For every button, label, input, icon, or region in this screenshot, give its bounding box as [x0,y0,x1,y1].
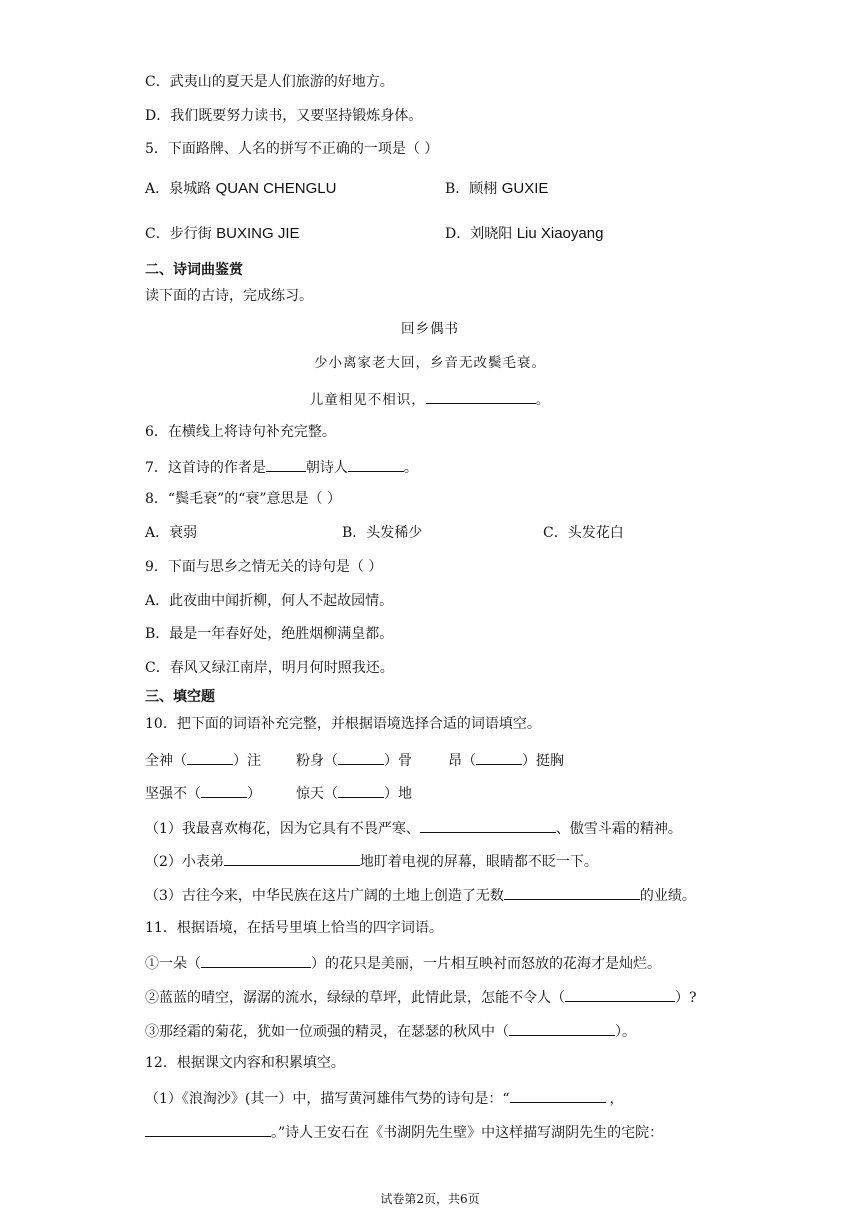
word-5-blank[interactable] [338,783,384,798]
word-3-start: 昂（ [448,753,476,769]
q5-option-b [445,180,548,198]
word-4-end: ） [247,786,261,802]
q4-option-d: D．我们既要努力读书，又要坚持锻炼身体。 [145,108,423,124]
q8-option-c[interactable]: C．头发花白 [543,525,624,541]
q12-line-1-end: ， [609,1091,624,1107]
q5-option-c-text: BUXING JIE [216,225,300,242]
sentence-2-blank[interactable] [224,851,360,866]
q10-word-3 [448,750,564,770]
q11-item-2 [145,987,697,1007]
word-3-end: ）挺胸 [522,753,564,769]
q10-sentence-2 [145,851,598,871]
q12-line-2 [145,1122,663,1142]
q12-line-2-text: 。”诗人王安石在《书湖阴先生壁》中这样描写湖阴先生的宅院： [271,1125,664,1141]
q10-word-5 [296,783,412,803]
q10-word-2 [296,750,412,770]
item-3-blank[interactable] [509,1021,615,1036]
page-footer: 试卷第2页，共6页 [380,1192,480,1206]
q11-item-3 [145,1021,636,1041]
q7-text-b: 朝诗人 [305,460,348,476]
word-2-blank[interactable] [338,750,384,765]
q5-option-a-text: QUAN CHENGLU [215,180,337,197]
q7-dynasty-blank[interactable] [266,457,306,472]
q10-word-1 [145,750,261,770]
word-1-blank[interactable] [187,750,233,765]
word-4-blank[interactable] [201,783,247,798]
poem-line-2-text: 儿童相见不相识， [309,392,426,408]
q10-sentence-3 [145,885,696,905]
word-3-blank[interactable] [476,750,522,765]
item-2-end: ）? [675,990,697,1006]
q5-stem: 5．下面路牌、人名的拼写不正确的一项是（ ） [145,141,439,157]
item-1-blank[interactable] [201,953,311,968]
q5-option-b-label: B．顾栩 [445,181,502,197]
item-3-end: ）。 [615,1024,636,1040]
q5-option-c [145,225,300,243]
poem-line-1: 少小离家老大回，乡音无改鬓毛衰。 [314,355,546,371]
sentence-3-blank[interactable] [504,885,640,900]
q9-option-b[interactable]: B．最是一年春好处，绝胜烟柳满皇都。 [145,626,394,642]
item-2-blank[interactable] [565,987,675,1002]
poem-line-2-end: 。 [535,392,551,408]
q7-text-a: 7．这首诗的作者是 [145,460,266,476]
item-2-start: ②蓝蓝的晴空，潺潺的流水，绿绿的草坪，此情此景，怎能不令人（ [145,990,565,1006]
q12-line-1-start: （1）《浪淘沙》(其一）中，描写黄河雄伟气势的诗句是：“ [145,1091,510,1107]
section-2-intro: 读下面的古诗，完成练习。 [145,288,313,304]
word-4-start: 坚强不（ [145,786,201,802]
q10-word-4 [145,783,261,803]
q5-option-d [445,225,603,243]
q8: 8．“鬓毛衰”的“衰”意思是（ ） [145,491,341,507]
item-3-start: ③那经霜的菊花，犹如一位顽强的精灵，在瑟瑟的秋风中（ [145,1024,509,1040]
q4-option-c: C．武夷山的夏天是人们旅游的好地方。 [145,74,394,90]
q7-poet-blank[interactable] [348,457,404,472]
section-3-title: 三、填空题 [145,689,215,705]
q12: 12．根据课文内容和积累填空。 [145,1055,345,1071]
word-5-end: ）地 [384,786,412,802]
section-2-title: 二、诗词曲鉴赏 [145,262,243,278]
sentence-3-start: （3）古往今来，中华民族在这片广阔的土地上创造了无数 [145,888,504,904]
q9: 9．下面与思乡之情无关的诗句是（ ） [145,559,383,575]
q12-blank-2[interactable] [145,1122,271,1137]
q12-blank-1[interactable] [510,1088,606,1103]
q5-option-c-label: C．步行街 [145,226,217,242]
poem-line-2 [0,389,860,409]
q11: 11．根据语境，在括号里填上恰当的四字词语。 [145,920,443,936]
poem-title: 回乡偶书 [401,321,459,337]
sentence-2-end: 地盯着电视的屏幕，眼睛都不眨一下。 [359,854,598,870]
q5-option-a [145,180,336,198]
sentence-2-start: （2）小表弟 [145,854,224,870]
q5-option-d-text: Liu Xiaoyang [516,225,604,242]
sentence-1-blank[interactable] [420,818,556,833]
q5-option-b-text: GUXIE [501,180,549,197]
sentence-1-end: 、傲雪斗霜的精神。 [555,821,682,837]
q11-item-1 [145,953,661,973]
word-2-end: ）骨 [384,753,412,769]
item-1-start: ①一朵（ [145,956,201,972]
q5-option-d-label: D．刘晓阳 [445,226,517,242]
item-1-end: ）的花只是美丽，一片相互映衬而怒放的花海才是灿烂。 [311,956,661,972]
q10: 10．把下面的词语补充完整，并根据语境选择合适的词语填空。 [145,716,541,732]
word-5-start: 惊天（ [296,786,338,802]
sentence-3-end: 的业绩。 [639,888,696,904]
q8-option-a[interactable]: A．衰弱 [145,525,198,541]
sentence-1-start: （1）我最喜欢梅花，因为它具有不畏严寒、 [145,821,420,837]
q5-option-a-label: A．泉城路 [145,181,216,197]
poem-answer-blank[interactable] [426,389,536,404]
q9-option-a[interactable]: A．此夜曲中闻折柳，何人不起故园情。 [145,593,394,609]
q8-option-b[interactable]: B．头发稀少 [342,525,423,541]
q6: 6．在横线上将诗句补充完整。 [145,424,336,440]
word-2-start: 粉身（ [296,753,338,769]
q7 [145,457,418,477]
q12-line-1 [145,1088,624,1108]
q10-sentence-1 [145,818,682,838]
q9-option-c[interactable]: C．春风又绿江南岸，明月何时照我还。 [145,660,394,676]
word-1-start: 全神（ [145,753,187,769]
word-1-end: ）注 [233,753,261,769]
q7-text-c: 。 [403,460,418,476]
